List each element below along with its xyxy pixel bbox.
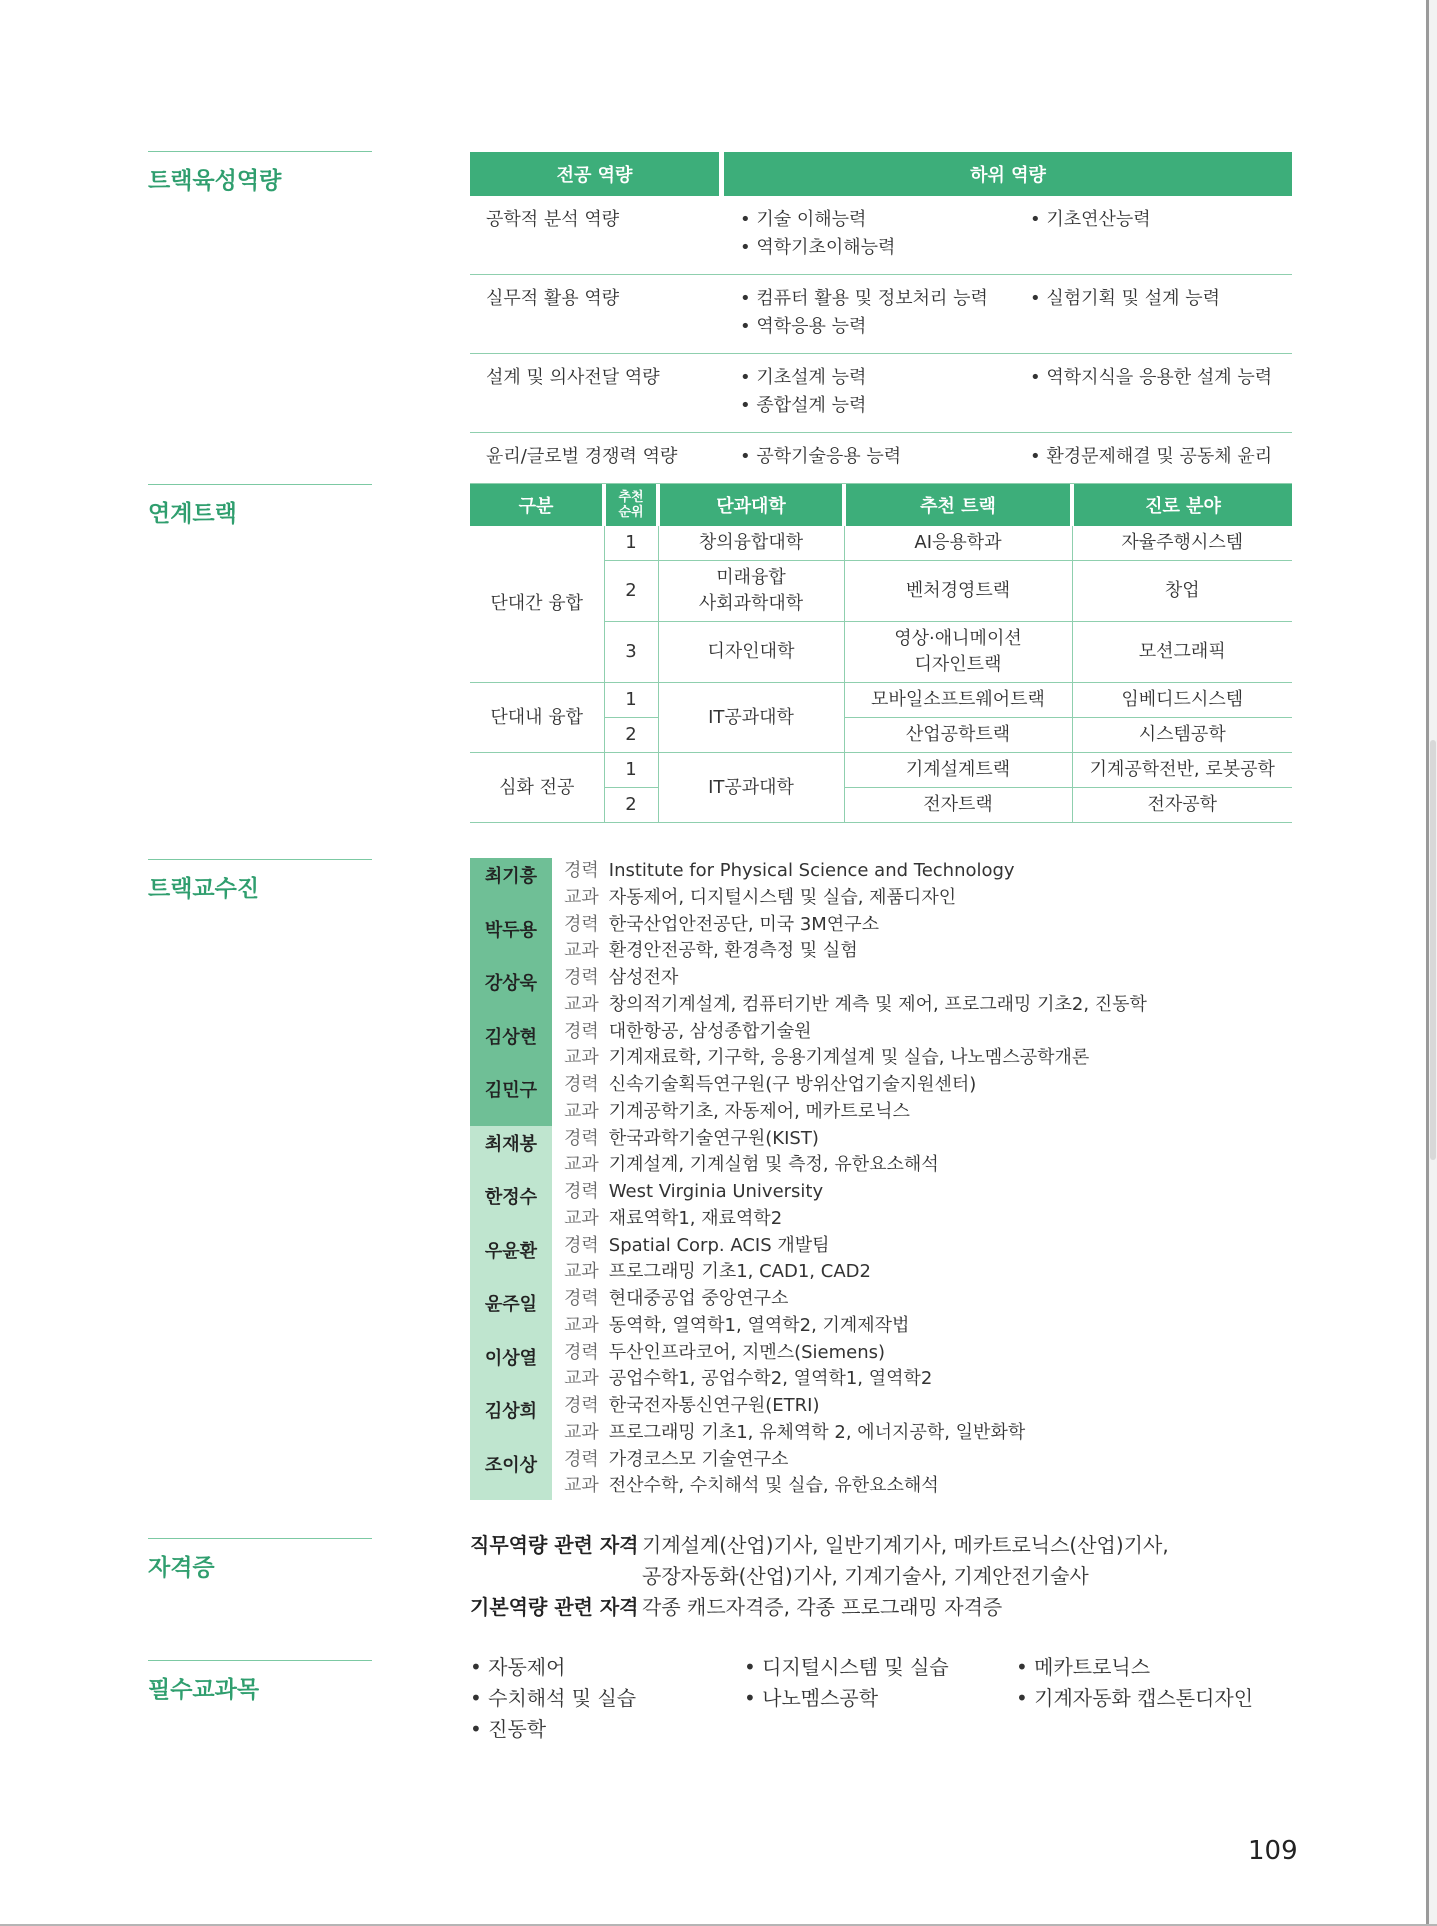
linked-track-table <box>470 484 1292 823</box>
scrollbar-thumb[interactable] <box>1430 740 1436 1160</box>
professor-details <box>552 1179 823 1233</box>
professor-details <box>552 1286 909 1340</box>
rank: 1 <box>604 683 658 718</box>
rank: 3 <box>604 622 658 683</box>
career-field: 기계공학전반, 로봇공학 <box>1072 753 1292 788</box>
certificate-values <box>642 1530 1202 1592</box>
recommended-track: AI응용학과 <box>844 526 1072 561</box>
required-course: • 메카트로닉스 <box>1016 1655 1151 1679</box>
career-field: 임베디드시스템 <box>1072 683 1292 718</box>
header-rank-bottom: 순위 <box>618 505 644 520</box>
career-line <box>564 858 1015 885</box>
course-label: 교과 <box>564 1475 599 1496</box>
course-line <box>564 1259 871 1286</box>
career-line <box>564 1447 939 1474</box>
course-label: 교과 <box>564 1368 599 1389</box>
track-type: 심화 전공 <box>470 753 604 823</box>
career-line <box>564 1179 823 1206</box>
professor-name: 김상현 <box>470 1019 552 1073</box>
career-field: 시스템공학 <box>1072 718 1292 753</box>
professor-name: 박두용 <box>470 912 552 966</box>
career-label: 경력 <box>564 1181 599 1202</box>
career-label: 경력 <box>564 1074 599 1095</box>
faculty-member <box>470 1072 1300 1126</box>
major-competency: 윤리/글로벌 경쟁력 역량 <box>470 433 724 484</box>
course-text: 자동제어, 디지털시스템 및 실습, 제품디자인 <box>608 886 957 908</box>
required-course: • 진동학 <box>470 1717 547 1741</box>
professor-details <box>552 1072 976 1126</box>
professor-name: 최기흥 <box>470 858 552 912</box>
table-row <box>470 683 1292 718</box>
section-label-required: 필수교과목 <box>148 1660 372 1704</box>
college: 창의융합대학 <box>658 526 844 561</box>
recommended-track: 모바일소프트웨어트랙 <box>844 683 1072 718</box>
sub-competency-right <box>1030 196 1292 275</box>
course-label: 교과 <box>564 993 599 1015</box>
professor-details <box>552 1340 932 1394</box>
professor-details <box>552 1393 1025 1447</box>
career-label: 경력 <box>564 1020 599 1042</box>
rank: 2 <box>604 561 658 622</box>
sub-competency-left <box>724 275 1030 354</box>
professor-details <box>552 1126 939 1180</box>
header-type: 구분 <box>470 484 604 526</box>
career-line <box>564 1286 909 1313</box>
career-line <box>564 1126 939 1153</box>
sub-competency-right <box>1030 275 1292 354</box>
major-competency: 실무적 활용 역량 <box>470 275 724 354</box>
faculty-member <box>470 1340 1300 1394</box>
course-line <box>564 992 1147 1019</box>
sub-competency-item: • 역학응용 능력 <box>740 316 867 337</box>
professor-details <box>552 912 879 966</box>
section-label-certificates: 자격증 <box>148 1538 372 1582</box>
course-label: 교과 <box>564 1314 599 1336</box>
rank: 2 <box>604 788 658 823</box>
professor-details <box>552 1447 939 1501</box>
faculty-member <box>470 1393 1300 1447</box>
career-text: Spatial Corp. ACIS 개발팀 <box>608 1234 830 1256</box>
course-label: 교과 <box>564 1207 599 1229</box>
track-type: 단대간 융합 <box>470 526 604 683</box>
career-label: 경력 <box>564 1395 599 1416</box>
table-row <box>470 753 1292 788</box>
rank: 1 <box>604 526 658 561</box>
career-text: 신속기술획득연구원(구 방위산업기술지원센터) <box>608 1074 977 1095</box>
college: 디자인대학 <box>658 622 844 683</box>
header-track: 추천 트랙 <box>844 484 1072 526</box>
college: 미래융합 사회과학대학 <box>658 561 844 622</box>
sub-competency-item: • 기술 이해능력 <box>740 209 867 230</box>
table-row <box>470 526 1292 561</box>
competency-row <box>470 196 1292 275</box>
header-college: 단과대학 <box>658 484 844 526</box>
sub-competency-left <box>724 433 1030 484</box>
certificate-line: 각종 캐드자격증, 각종 프로그래밍 자격증 <box>642 1595 1003 1619</box>
course-line <box>564 1366 932 1393</box>
sub-competency-right <box>1030 354 1292 433</box>
career-text: 대한항공, 삼성종합기술원 <box>608 1020 812 1042</box>
sub-competency-right <box>1030 433 1292 484</box>
certificate-line: 기계설계(산업)기사, 일반기계기사, 메카트로닉스(산업)기사, <box>642 1533 1169 1557</box>
course-text: 전산수학, 수치해석 및 실습, 유한요소해석 <box>608 1475 939 1496</box>
career-label: 경력 <box>564 1448 599 1470</box>
career-line <box>564 1072 976 1099</box>
course-text: 창의적기계설계, 컴퓨터기반 계측 및 제어, 프로그래밍 기초2, 진동학 <box>608 993 1147 1015</box>
career-line <box>564 1393 1025 1420</box>
faculty-member <box>470 1233 1300 1287</box>
career-field: 창업 <box>1072 561 1292 622</box>
career-text: 현대중공업 중앙연구소 <box>608 1288 789 1309</box>
competency-row <box>470 354 1292 433</box>
professor-details <box>552 1233 871 1287</box>
college: IT공과대학 <box>658 753 844 823</box>
career-label: 경력 <box>564 967 599 988</box>
header-sub: 하위 역량 <box>724 152 1292 196</box>
page-border <box>1426 0 1429 1926</box>
certificates-list <box>470 1530 1202 1623</box>
faculty-member <box>470 1179 1300 1233</box>
career-line <box>564 912 879 939</box>
professor-name: 김민구 <box>470 1072 552 1126</box>
certificate-values <box>642 1592 1202 1623</box>
course-text: 재료역학1, 재료역학2 <box>608 1207 783 1229</box>
certificate-row <box>470 1592 1202 1623</box>
professor-name: 조이상 <box>470 1447 552 1501</box>
career-text: 한국과학기술연구원(KIST) <box>608 1127 819 1149</box>
career-field: 전자공학 <box>1072 788 1292 823</box>
faculty-member <box>470 1447 1300 1501</box>
course-line <box>564 1206 823 1233</box>
rank: 1 <box>604 753 658 788</box>
career-text: 가경코스모 기술연구소 <box>608 1448 789 1470</box>
page-number: 109 <box>1248 1836 1298 1866</box>
professor-details <box>552 858 1015 912</box>
sub-competency-item: • 환경문제해결 및 공동체 윤리 <box>1030 446 1273 467</box>
rank: 2 <box>604 718 658 753</box>
professor-name: 윤주일 <box>470 1286 552 1340</box>
course-label: 교과 <box>564 1047 599 1068</box>
competency-row <box>470 275 1292 354</box>
course-label: 교과 <box>564 940 599 961</box>
competency-row <box>470 433 1292 484</box>
sub-competency-item: • 역학기초이해능력 <box>740 237 896 258</box>
certificate-row <box>470 1530 1202 1592</box>
faculty-member <box>470 965 1300 1019</box>
career-text: 한국산업안전공단, 미국 3M연구소 <box>608 913 879 935</box>
professor-name: 한정수 <box>470 1179 552 1233</box>
sub-competency-item: • 기초연산능력 <box>1030 209 1151 230</box>
recommended-track: 전자트랙 <box>844 788 1072 823</box>
professor-details <box>552 1019 1089 1073</box>
sub-competency-item: • 종합설계 능력 <box>740 395 867 416</box>
course-line <box>564 885 1015 912</box>
professor-name: 최재봉 <box>470 1126 552 1180</box>
sub-competency-item: • 컴퓨터 활용 및 정보처리 능력 <box>740 288 988 309</box>
course-text: 기계설계, 기계실험 및 측정, 유한요소해석 <box>608 1154 939 1175</box>
career-label: 경력 <box>564 1127 599 1149</box>
faculty-member <box>470 858 1300 912</box>
track-type: 단대내 융합 <box>470 683 604 753</box>
college: IT공과대학 <box>658 683 844 753</box>
faculty-member <box>470 1019 1300 1073</box>
career-field: 모션그래픽 <box>1072 622 1292 683</box>
faculty-member <box>470 912 1300 966</box>
header-rank-top: 추천 <box>618 490 644 505</box>
course-line <box>564 1313 909 1340</box>
course-label: 교과 <box>564 886 599 908</box>
professor-name: 우윤환 <box>470 1233 552 1287</box>
required-course: • 기계자동화 캡스톤디자인 <box>1016 1686 1254 1710</box>
recommended-track: 기계설계트랙 <box>844 753 1072 788</box>
faculty-member <box>470 1286 1300 1340</box>
recommended-track: 벤처경영트랙 <box>844 561 1072 622</box>
sub-competency-item: • 역학지식을 응용한 설계 능력 <box>1030 367 1273 388</box>
sub-competency-item: • 기초설계 능력 <box>740 367 867 388</box>
professor-name: 강상욱 <box>470 965 552 1019</box>
header-career: 진로 분야 <box>1072 484 1292 526</box>
sub-competency-left <box>724 196 1030 275</box>
section-label-linked: 연계트랙 <box>148 484 372 528</box>
career-label: 경력 <box>564 913 599 935</box>
certificate-line: 공장자동화(산업)기사, 기계기술사, 기계안전기술사 <box>642 1564 1089 1588</box>
career-line <box>564 1019 1089 1046</box>
course-text: 환경안전공학, 환경측정 및 실험 <box>608 940 858 961</box>
career-label: 경력 <box>564 860 599 881</box>
course-line <box>564 1045 1089 1072</box>
professor-details <box>552 965 1147 1019</box>
course-text: 프로그래밍 기초1, 유체역학 2, 에너지공학, 일반화학 <box>608 1421 1026 1443</box>
career-line <box>564 1340 932 1367</box>
required-course: • 수치해석 및 실습 <box>470 1686 637 1710</box>
career-label: 경력 <box>564 1341 599 1363</box>
course-text: 동역학, 열역학1, 열역학2, 기계제작법 <box>608 1314 910 1336</box>
course-label: 교과 <box>564 1154 599 1175</box>
required-course: • 자동제어 <box>470 1655 566 1679</box>
required-course: • 디지털시스템 및 실습 <box>744 1655 949 1679</box>
course-label: 교과 <box>564 1261 599 1282</box>
required-course: • 나노멤스공학 <box>744 1686 879 1710</box>
career-line <box>564 1233 871 1260</box>
professor-name: 이상열 <box>470 1340 552 1394</box>
course-line <box>564 938 879 965</box>
course-text: 프로그래밍 기초1, CAD1, CAD2 <box>608 1261 871 1282</box>
course-label: 교과 <box>564 1421 599 1443</box>
header-rank <box>604 484 658 526</box>
certificate-label: 직무역량 관련 자격 <box>470 1533 639 1557</box>
section-label-competency: 트랙육성역량 <box>148 151 372 195</box>
career-text: 두산인프라코어, 지멘스(Siemens) <box>608 1341 886 1363</box>
course-text: 공업수학1, 공업수학2, 열역학1, 열역학2 <box>608 1368 933 1389</box>
course-line <box>564 1099 976 1126</box>
career-text: 삼성전자 <box>608 967 679 988</box>
course-line <box>564 1473 939 1500</box>
sub-competency-item: • 실험기획 및 설계 능력 <box>1030 288 1220 309</box>
course-text: 기계공학기초, 자동제어, 메카트로닉스 <box>608 1100 910 1122</box>
recommended-track: 영상·애니메이션 디자인트랙 <box>844 622 1072 683</box>
major-competency: 설계 및 의사전달 역량 <box>470 354 724 433</box>
header-major: 전공 역량 <box>470 152 724 196</box>
sub-competency-item: • 공학기술응용 능력 <box>740 446 902 467</box>
course-text: 기계재료학, 기구학, 응용기계설계 및 실습, 나노멤스공학개론 <box>608 1047 1090 1068</box>
career-label: 경력 <box>564 1234 599 1256</box>
faculty-member <box>470 1126 1300 1180</box>
career-text: West Virginia University <box>608 1181 824 1202</box>
career-text: 한국전자통신연구원(ETRI) <box>608 1395 820 1416</box>
major-competency: 공학적 분석 역량 <box>470 196 724 275</box>
certificate-label: 기본역량 관련 자격 <box>470 1595 639 1619</box>
competency-table <box>470 152 1292 484</box>
recommended-track: 산업공학트랙 <box>844 718 1072 753</box>
faculty-list <box>470 858 1300 1500</box>
career-line <box>564 965 1147 992</box>
career-field: 자율주행시스템 <box>1072 526 1292 561</box>
course-line <box>564 1152 939 1179</box>
career-text: Institute for Physical Science and Technology <box>608 860 1015 881</box>
course-label: 교과 <box>564 1100 599 1122</box>
career-label: 경력 <box>564 1288 599 1309</box>
sub-competency-left <box>724 354 1030 433</box>
section-label-faculty: 트랙교수진 <box>148 859 372 903</box>
professor-name: 김상희 <box>470 1393 552 1447</box>
course-line <box>564 1420 1025 1447</box>
